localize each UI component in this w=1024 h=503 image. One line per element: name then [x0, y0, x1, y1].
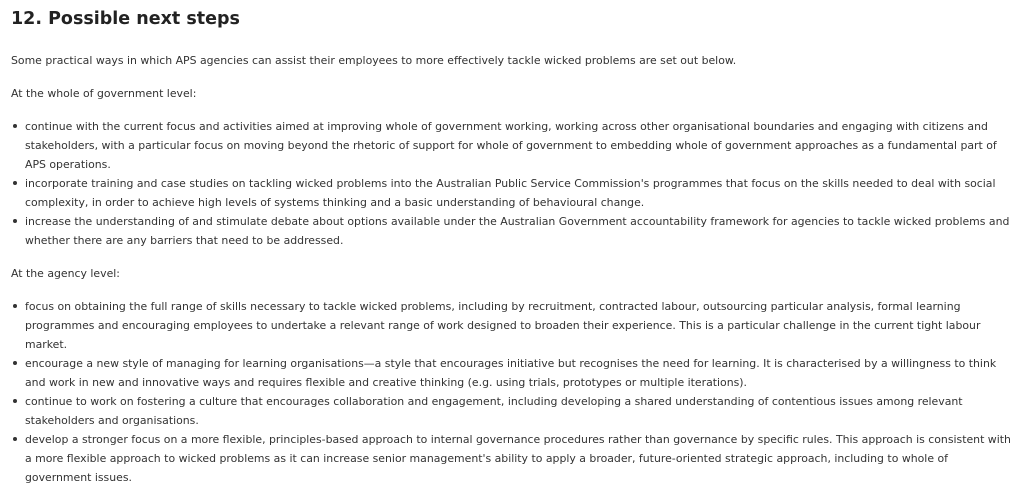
list-item: continue with the current focus and activities aimed at improving whole of government working, working across other organisational boundaries and engaging with citizens and stakeholders, with a particular focus on moving beyond the rhetoric of support for whole of government to embedding whole of government approaches as a fundamental part of APS operations. — [11, 117, 1016, 174]
whole-of-government-list — [11, 117, 1016, 250]
page-title: 12. Possible next steps — [11, 9, 240, 29]
list-item: continue to work on fostering a culture that encourages collaboration and engagement, including developing a shared understanding of contentious issues among relevant stakeholders and organisations. — [11, 392, 1016, 430]
agency-level-heading: At the agency level: — [11, 267, 120, 280]
intro-paragraph: Some practical ways in which APS agencies can assist their employees to more effectively tackle wicked problems are set out below. — [11, 54, 737, 67]
list-item: increase the understanding of and stimulate debate about options available under the Australian Government accountability framework for agencies to tackle wicked problems and whether there are any barriers that need to be addressed. — [11, 212, 1016, 250]
list-item: encourage a new style of managing for learning organisations—a style that encourages initiative but recognises the need for learning. It is characterised by a willingness to think and work in new and innovative ways and requires flexible and creative thinking (e.g. using trials, prototypes or multiple iterations). — [11, 354, 1016, 392]
list-item: develop a stronger focus on a more flexible, principles-based approach to internal governance procedures rather than governance by specific rules. This approach is consistent with a more flexible approach to wicked problems as it can increase senior management's ability to apply a broader, future-oriented strategic approach, including to whole of government issues. — [11, 430, 1016, 487]
list-item: incorporate training and case studies on tackling wicked problems into the Australian Public Service Commission's programmes that focus on the skills needed to deal with social complexity, in order to achieve high levels of systems thinking and a basic understanding of behavioural change. — [11, 174, 1016, 212]
whole-of-government-heading: At the whole of government level: — [11, 87, 197, 100]
agency-level-list — [11, 297, 1016, 487]
list-item: focus on obtaining the full range of skills necessary to tackle wicked problems, including by recruitment, contracted labour, outsourcing particular analysis, formal learning programmes and encouraging employees to undertake a relevant range of work designed to broaden their experience. This is a particular challenge in the current tight labour market. — [11, 297, 1016, 354]
